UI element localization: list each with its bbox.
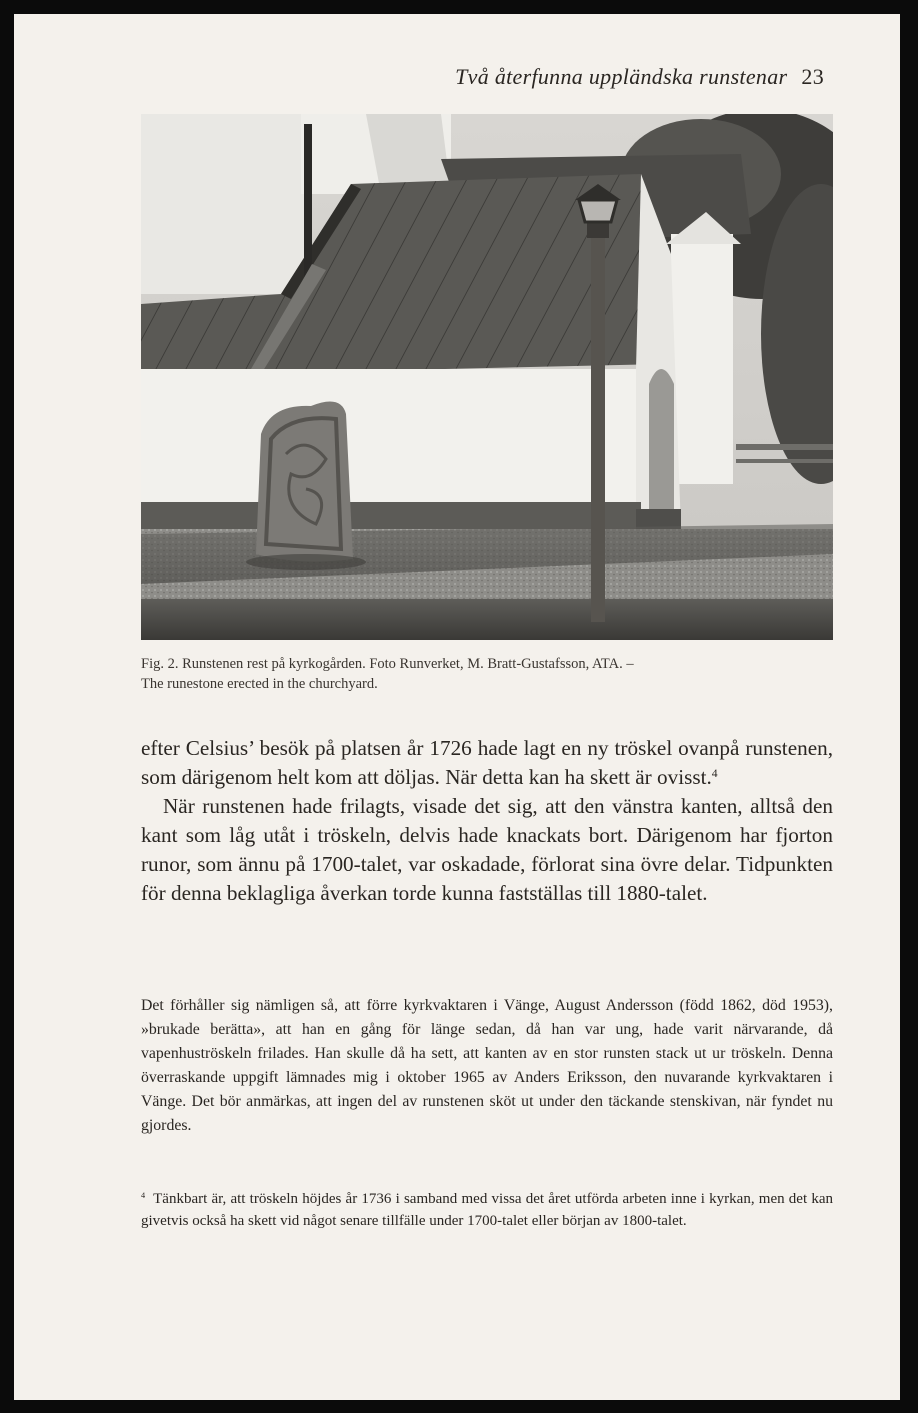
small-print-text: Det förhåller sig nämligen så, att förre kyrkvaktaren i Vänge, August Andersson (född 1862, död 1953), »brukade berätta», att han en gång för länge sedan, då han var ung, hade varit närvarande, då vapenhuströskeln frilades. Han skulle då ha sett, att kanten av en stor runsten stack ut ur tröskeln. Denna överraskande uppgift lämnades mig i oktober 1965 av Anders Eriksson, den nuvarande kyrkvaktaren i Vänge. Det bör anmärkas, att ingen del av runstenen sköt ut under den täckande stenskivan, när fyndet nu gjordes. bbox=[141, 997, 833, 1134]
running-title: Två återfunna uppländska runstenar bbox=[455, 64, 788, 89]
photo-illustration bbox=[141, 114, 833, 640]
running-header bbox=[455, 64, 824, 90]
footnote bbox=[141, 1188, 833, 1232]
document-page bbox=[14, 14, 900, 1400]
small-print-paragraph bbox=[141, 994, 833, 1138]
footnote-mark: 4 bbox=[141, 1191, 146, 1201]
page-number: 23 bbox=[801, 64, 824, 89]
figure-caption bbox=[141, 654, 833, 694]
paragraph-1 bbox=[141, 734, 833, 792]
caption-english: The runestone erected in the churchyard. bbox=[141, 676, 378, 692]
paragraph-2: När runstenen hade frilagts, visade det sig, att den vänstra kanten, alltså den kant som låg utåt i tröskeln, delvis hade knackats bort. Därigenom har fjorton runor, som ännu på 1700-talet, var oskadade, förlorat sina övre delar. Tidpunkten för denna beklagliga åverkan torde kunna fastställas till 1880-talet. bbox=[141, 794, 833, 905]
main-text bbox=[141, 734, 833, 908]
church-runestone-photo bbox=[141, 114, 833, 640]
caption-swedish: Fig. 2. Runstenen rest på kyrkogården. Foto Runverket, M. Bratt-Gustafsson, ATA. – bbox=[141, 656, 634, 672]
footnote-text: Tänkbart är, att tröskeln höjdes år 1736 i samband med vissa det året utförda arbeten inne i kyrkan, men det kan givetvis också ha skett vid något senare tillfälle under 1700-talet eller början av 1800-talet. bbox=[141, 1191, 833, 1229]
paragraph-1-text: efter Celsius’ besök på platsen år 1726 hade lagt en ny tröskel ovanpå runstenen, som därigenom helt kom att döljas. När detta kan ha skett är ovisst. bbox=[141, 736, 833, 789]
footnote-reference: 4 bbox=[711, 767, 718, 781]
